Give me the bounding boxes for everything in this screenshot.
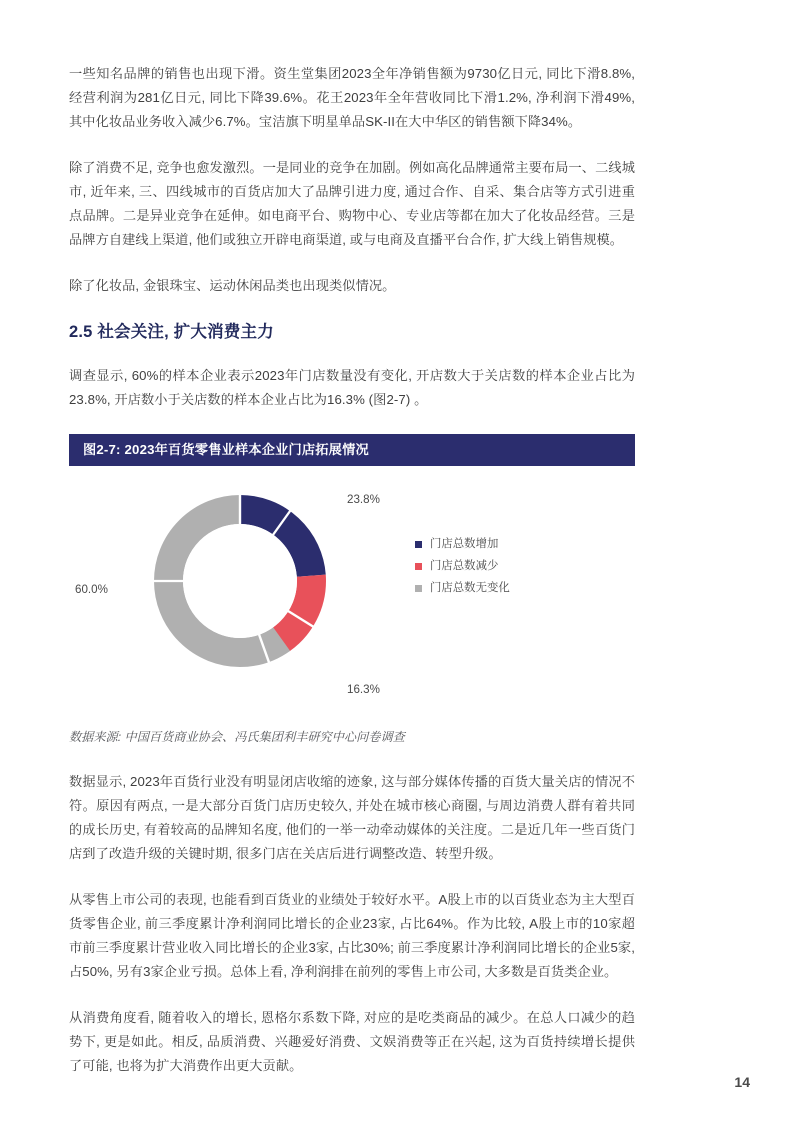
figure-title: 图2-7: 2023年百货零售业样本企业门店拓展情况 bbox=[69, 434, 635, 466]
page-number: 14 bbox=[734, 1074, 750, 1090]
paragraph-competition: 除了消费不足, 竞争也愈发激烈。一是同业的竞争在加剧。例如高化品牌通常主要布局一、二线城市, 近年来, 三、四线城市的百货店加大了品牌引进力度, 通过合作、自采、集合店等方式引进重点品牌。二是异业竞争在延伸。如电商平台、购物中心、专业店等都在加大了化妆品经营。三是品牌方自建线上渠道, 他们或独立开辟电商渠道, 或与电商及直播平台合作, 扩大线上销售规模。 bbox=[69, 160, 635, 247]
chart-legend bbox=[415, 533, 510, 599]
section-heading-2-5: 2.5 社会关注, 扩大消费主力 bbox=[69, 323, 274, 341]
donut-label-increase: 23.8% bbox=[347, 493, 380, 507]
legend-label-no-change: 门店总数无变化 bbox=[430, 581, 510, 594]
paragraph-no-closures: 数据显示, 2023年百货行业没有明显闭店收缩的迹象, 这与部分媒体传播的百货大量关店的情况不符。原因有两点, 一是大部分百货门店历史较久, 并处在城市核心商圈, 与周边消费人群有着共同的成长历史, 有着较高的品牌知名度, 他们的一举一动牵动媒体的关注度。二是近几年一些百货门店到了改造升级的关键时期, 很多门店在关店后进行调整改造、转型升级。 bbox=[69, 774, 635, 862]
legend-label-decrease: 门店总数减少 bbox=[430, 559, 499, 572]
figure-chart-area bbox=[69, 466, 635, 702]
figure-source-note: 数据来源: 中国百货商业协会、冯氏集团利丰研究中心问卷调查 bbox=[69, 730, 405, 745]
paragraph-other-categories: 除了化妆品, 金银珠宝、运动休闲品类也出现类似情况。 bbox=[69, 278, 396, 293]
figure-2-7 bbox=[69, 434, 635, 702]
page-content bbox=[69, 62, 635, 1100]
donut-label-decrease: 16.3% bbox=[347, 683, 380, 697]
paragraph-cosmetics-brands: 一些知名品牌的销售也出现下滑。资生堂集团2023全年净销售额为9730亿日元, 同比下滑8.8%, 经营利润为281亿日元, 同比下降39.6%。花王2023年全年营收同比下滑1.2%, 净利润下滑49%, 其中化妆品业务收入减少6.7%。宝洁旗下明星单品SK-II在大中华区的销售额下降34%。 bbox=[69, 66, 635, 129]
paragraph-consumption-outlook: 从消费角度看, 随着收入的增长, 恩格尔系数下降, 对应的是吃类商品的减少。在总人口减少的趋势下, 更是如此。相反, 品质消费、兴趣爱好消费、文娱消费等正在兴起, 这为百货持续增长提供了可能, 也将为扩大消费作出更大贡献。 bbox=[69, 1010, 635, 1074]
legend-swatch-increase bbox=[415, 541, 422, 548]
legend-swatch-no-change bbox=[415, 585, 422, 592]
donut-chart-svg bbox=[147, 488, 333, 674]
legend-item-decrease bbox=[415, 555, 510, 577]
donut-label-no-change: 60.0% bbox=[75, 583, 108, 597]
legend-swatch-decrease bbox=[415, 563, 422, 570]
legend-item-increase bbox=[415, 533, 510, 555]
paragraph-listed-companies: 从零售上市公司的表现, 也能看到百货业的业绩处于较好水平。A股上市的以百货业态为主大型百货零售企业, 前三季度累计净利润同比增长的企业23家, 占比64%。作为比较, A股上市的10家超市前三季度累计营业收入同比增长的企业3家, 占比30%; 前三季度累计净利润同比增长的企业5家, 占50%, 另有3家企业亏损。总体上看, 净利润排在前列的零售上市公司, 大多数是百货类企业。 bbox=[69, 892, 635, 980]
legend-label-increase: 门店总数增加 bbox=[430, 537, 499, 550]
donut-chart bbox=[75, 488, 380, 697]
paragraph-survey-intro: 调查显示, 60%的样本企业表示2023年门店数量没有变化, 开店数大于关店数的样本企业占比为23.8%, 开店数小于关店数的样本企业占比为16.3% (图2-7) 。 bbox=[69, 368, 635, 407]
legend-item-no-change bbox=[415, 577, 510, 599]
donut-hole bbox=[183, 524, 297, 638]
